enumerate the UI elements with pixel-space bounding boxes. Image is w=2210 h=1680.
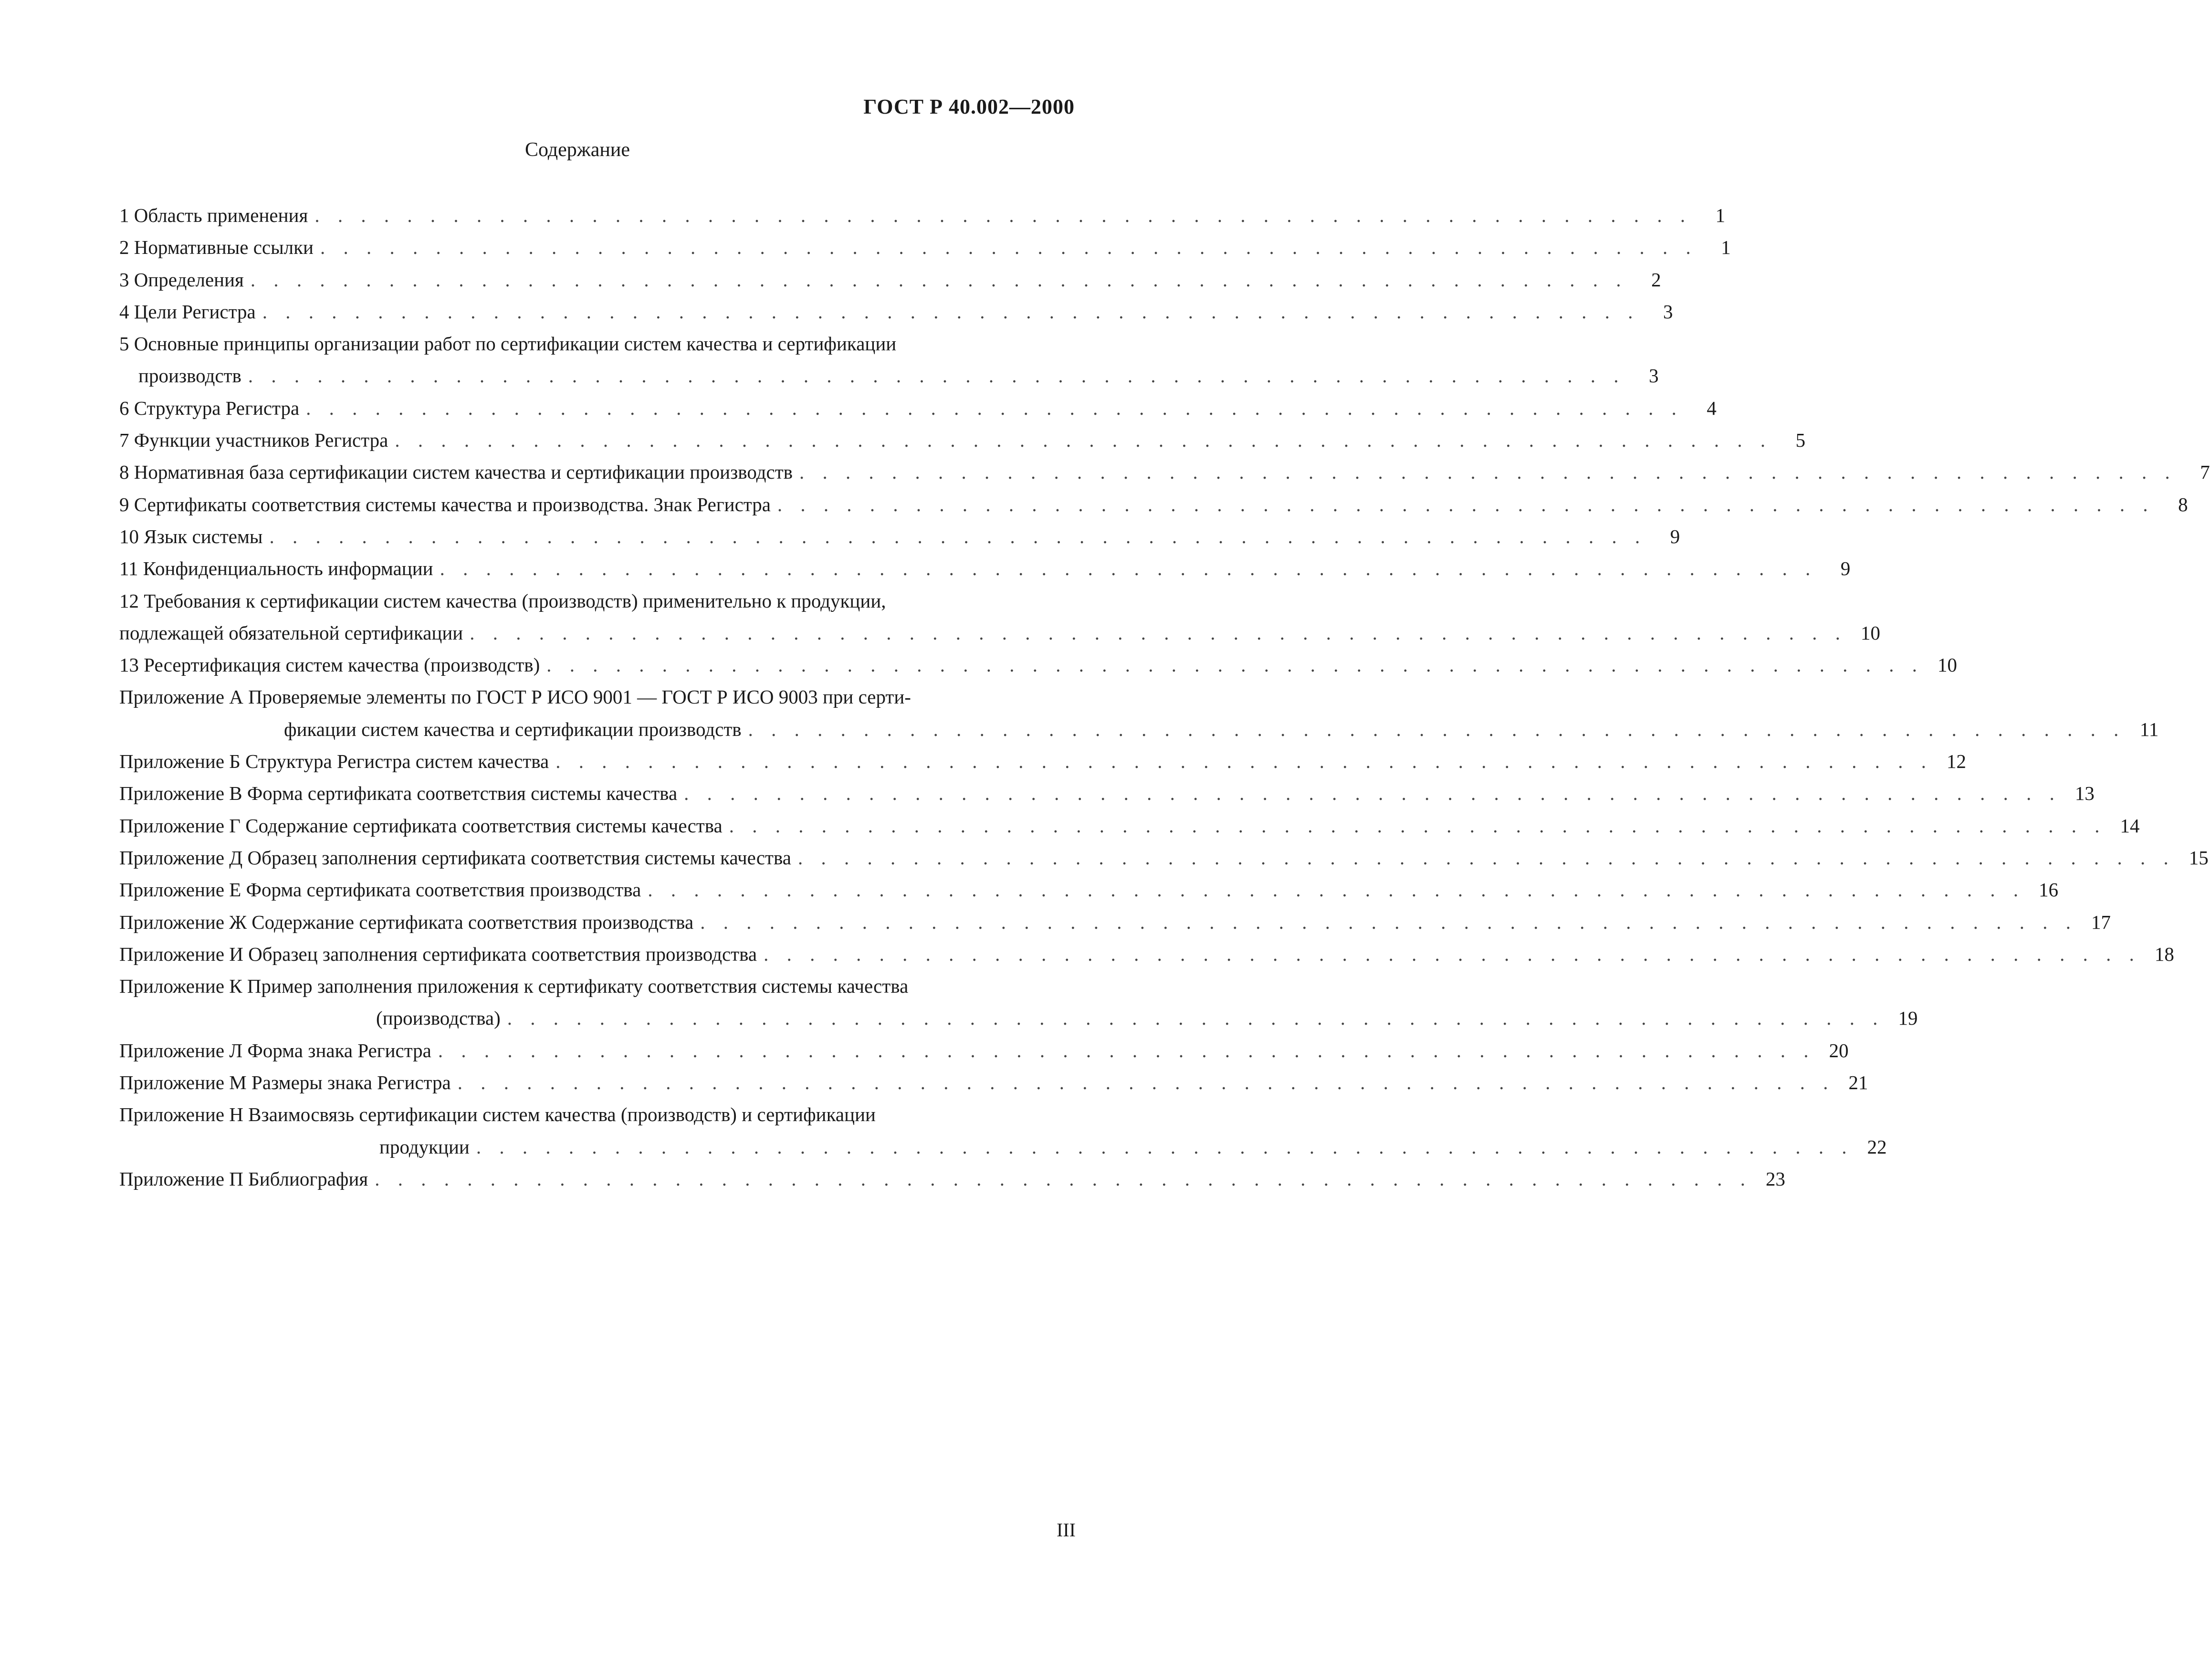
dot-leader: . . . . . . . . . . . . . . . . . . . . . . . . . . . . . . . . . . . . . . . . . . . . . . . . . . . . . . . . . . . .: [395, 429, 1772, 452]
toc-entry-title-continued: (производства): [376, 1007, 501, 1029]
toc-entry[interactable]: [119, 810, 2140, 842]
dot-leader: . . . . . . . . . . . . . . . . . . . . . . . . . . . . . . . . . . . . . . . . . . . . . . . . . . . . . . . . . . . .: [799, 461, 2177, 483]
toc-entry-page: 17: [2091, 911, 2111, 933]
toc-entry-page: 13: [2074, 782, 2095, 805]
toc-entry-title: Приложение П Библиография: [119, 1167, 368, 1190]
toc-entry-title: Приложение Д Образец заполнения сертификата соответствия системы качества: [119, 846, 791, 869]
toc-entry[interactable]: [119, 264, 1661, 296]
dot-leader: . . . . . . . . . . . . . . . . . . . . . . . . . . . . . . . . . . . . . . . . . . . . . . . . . . . . . . . . . . . .: [507, 1007, 1885, 1029]
dot-leader: . . . . . . . . . . . . . . . . . . . . . . . . . . . . . . . . . . . . . . . . . . . . . . . . . . . . . . . . . . . .: [248, 365, 1625, 387]
dot-leader: . . . . . . . . . . . . . . . . . . . . . . . . . . . . . . . . . . . . . . . . . . . . . . . . . . . . . . . . . . . .: [798, 846, 2175, 869]
dot-leader: . . . . . . . . . . . . . . . . . . . . . . . . . . . . . . . . . . . . . . . . . . . . . . . . . . . . . . . . . . . .: [470, 621, 1847, 644]
toc-entry[interactable]: [119, 200, 1726, 231]
toc-entry-title-continued: продукции: [379, 1135, 470, 1158]
toc-entry-title: 6 Структура Регистра: [119, 397, 300, 419]
dot-leader: . . . . . . . . . . . . . . . . . . . . . . . . . . . . . . . . . . . . . . . . . . . . . . . . . . . . . . . . . . . .: [262, 300, 1640, 323]
toc-entry[interactable]: [119, 1099, 1887, 1163]
toc-entry-title: Приложение Ж Содержание сертификата соответствия производства: [119, 911, 694, 933]
toc-entry-title: Приложение Б Структура Регистра систем качества: [119, 750, 549, 773]
toc-entry[interactable]: [119, 1067, 1868, 1099]
dot-leader: . . . . . . . . . . . . . . . . . . . . . . . . . . . . . . . . . . . . . . . . . . . . . . . . . . . . . . . . . . . .: [684, 782, 2061, 805]
toc-entry-title: Приложение А Проверяемые элементы по ГОСТ Р ИСО 9001 — ГОСТ Р ИСО 9003 при серти-: [119, 686, 911, 708]
toc-entry-page: 10: [1938, 654, 1958, 676]
toc-entry-title: 10 Язык системы: [119, 525, 263, 547]
dot-leader: . . . . . . . . . . . . . . . . . . . . . . . . . . . . . . . . . . . . . . . . . . . . . . . . . . . . . . . . . . . .: [457, 1071, 1835, 1094]
toc-entry-page: 16: [2039, 879, 2059, 901]
page-number: III: [1057, 1519, 1076, 1541]
dot-leader: . . . . . . . . . . . . . . . . . . . . . . . . . . . . . . . . . . . . . . . . . . . . . . . . . . . . . . . . . . . .: [306, 397, 1683, 419]
toc-entry-title: 8 Нормативная база сертификации систем качества и сертификации производств: [119, 461, 793, 483]
toc-entry-title-continued: фикации систем качества и сертификации производств: [284, 718, 742, 740]
toc-entry-page: 18: [2154, 943, 2174, 965]
toc-entry[interactable]: [119, 1035, 1849, 1067]
toc-entry-page: 22: [1867, 1135, 1887, 1158]
toc-entry[interactable]: [119, 424, 1806, 456]
toc-entry-page: 19: [1898, 1007, 1918, 1029]
toc-entry-page: 11: [2139, 718, 2159, 740]
toc-entry[interactable]: [119, 392, 1717, 424]
toc-entry-title: Приложение Е Форма сертификата соответствия производства: [119, 879, 641, 901]
toc-entry-title: Приложение Л Форма знака Регистра: [119, 1039, 431, 1061]
toc-entry[interactable]: [119, 938, 2174, 970]
toc-entry-page: 9: [1840, 557, 1851, 580]
toc-title: Содержание: [524, 139, 630, 161]
toc-entry-page: 5: [1795, 429, 1806, 452]
table-of-contents: [119, 200, 2210, 1195]
dot-leader: . . . . . . . . . . . . . . . . . . . . . . . . . . . . . . . . . . . . . . . . . . . . . . . . . . . . . . . . . . . .: [320, 236, 1697, 259]
dot-leader: . . . . . . . . . . . . . . . . . . . . . . . . . . . . . . . . . . . . . . . . . . . . . . . . . . . . . . . . . . . .: [476, 1135, 1854, 1158]
toc-entry-title-continued: подлежащей обязательной сертификации: [119, 621, 463, 644]
toc-entry-page: 20: [1829, 1039, 1849, 1061]
dot-leader: . . . . . . . . . . . . . . . . . . . . . . . . . . . . . . . . . . . . . . . . . . . . . . . . . . . . . . . . . . . .: [748, 718, 2126, 740]
toc-entry-page: 3: [1663, 300, 1673, 323]
toc-entry-title: 3 Определения: [119, 268, 244, 291]
toc-entry[interactable]: [119, 585, 1880, 650]
toc-entry-page: 21: [1848, 1071, 1868, 1094]
toc-entry[interactable]: [119, 1163, 1786, 1195]
toc-entry-title: Приложение К Пример заполнения приложения к сертификату соответствия системы качества: [119, 975, 909, 998]
toc-entry-page: 1: [1715, 204, 1726, 226]
toc-entry-page: 7: [2200, 461, 2210, 483]
toc-entry-title: 11 Конфиденциальность информации: [119, 557, 433, 580]
dot-leader: . . . . . . . . . . . . . . . . . . . . . . . . . . . . . . . . . . . . . . . . . . . . . . . . . . . . . . . . . . . .: [375, 1167, 1752, 1190]
toc-entry-page: 1: [1721, 236, 1731, 259]
toc-entry[interactable]: [119, 328, 1659, 392]
toc-entry[interactable]: [119, 489, 2188, 521]
toc-entry[interactable]: [119, 553, 1851, 585]
toc-entry[interactable]: [119, 970, 1918, 1035]
toc-entry-title: Приложение Г Содержание сертификата соответствия системы качества: [119, 814, 723, 837]
dot-leader: . . . . . . . . . . . . . . . . . . . . . . . . . . . . . . . . . . . . . . . . . . . . . . . . . . . . . . . . . . . .: [546, 654, 1924, 676]
toc-entry-title: 9 Сертификаты соответствия системы качества и производства. Знак Регистра: [119, 493, 771, 515]
toc-entry[interactable]: [119, 777, 2095, 809]
dot-leader: . . . . . . . . . . . . . . . . . . . . . . . . . . . . . . . . . . . . . . . . . . . . . . . . . . . . . . . . . . . .: [648, 879, 2025, 901]
toc-entry-title: Приложение И Образец заполнения сертификата соответствия производства: [119, 943, 757, 965]
dot-leader: . . . . . . . . . . . . . . . . . . . . . . . . . . . . . . . . . . . . . . . . . . . . . . . . . . . . . . . . . . . .: [250, 268, 1628, 291]
toc-entry-title-continued: производств: [138, 365, 241, 387]
toc-entry-title: 5 Основные принципы организации работ по сертификации систем качества и сертификации: [119, 333, 897, 355]
dot-leader: . . . . . . . . . . . . . . . . . . . . . . . . . . . . . . . . . . . . . . . . . . . . . . . . . . . . . . . . . . . .: [438, 1039, 1815, 1061]
toc-entry-page: 14: [2120, 814, 2140, 837]
dot-leader: . . . . . . . . . . . . . . . . . . . . . . . . . . . . . . . . . . . . . . . . . . . . . . . . . . . . . . . . . . . .: [729, 814, 2106, 837]
toc-entry-title: 4 Цели Регистра: [119, 300, 256, 323]
toc-entry-page: 8: [2178, 493, 2188, 515]
dot-leader: . . . . . . . . . . . . . . . . . . . . . . . . . . . . . . . . . . . . . . . . . . . . . . . . . . . . . . . . . . . .: [764, 943, 2141, 965]
toc-entry[interactable]: [119, 231, 1731, 263]
toc-entry[interactable]: [119, 681, 2159, 746]
toc-entry[interactable]: [119, 456, 2210, 488]
toc-entry-page: 9: [1670, 525, 1680, 547]
toc-entry-title: Приложение В Форма сертификата соответствия системы качества: [119, 782, 678, 805]
toc-entry-title: 12 Требования к сертификации систем качества (производств) применительно к продукции,: [119, 589, 886, 612]
toc-entry[interactable]: [119, 296, 1673, 328]
dot-leader: . . . . . . . . . . . . . . . . . . . . . . . . . . . . . . . . . . . . . . . . . . . . . . . . . . . . . . . . . . . .: [777, 493, 2155, 515]
toc-entry-page: 15: [2189, 846, 2209, 869]
dot-leader: . . . . . . . . . . . . . . . . . . . . . . . . . . . . . . . . . . . . . . . . . . . . . . . . . . . . . . . . . . . .: [314, 204, 1692, 226]
toc-entry[interactable]: [119, 906, 2111, 938]
dot-leader: . . . . . . . . . . . . . . . . . . . . . . . . . . . . . . . . . . . . . . . . . . . . . . . . . . . . . . . . . . . .: [269, 525, 1647, 547]
toc-entry-page: 2: [1651, 268, 1661, 291]
toc-entry[interactable]: [119, 746, 1966, 777]
toc-entry-page: 23: [1766, 1167, 1786, 1190]
toc-entry-page: 3: [1649, 365, 1659, 387]
dot-leader: . . . . . . . . . . . . . . . . . . . . . . . . . . . . . . . . . . . . . . . . . . . . . . . . . . . . . . . . . . . .: [700, 911, 2077, 933]
toc-entry[interactable]: [119, 842, 2209, 874]
toc-entry-title: 2 Нормативные ссылки: [119, 236, 314, 259]
toc-entry[interactable]: [119, 874, 2059, 906]
toc-entry[interactable]: [119, 521, 1680, 553]
toc-entry-page: 4: [1707, 397, 1717, 419]
toc-entry-title: Приложение Н Взаимосвязь сертификации систем качества (производств) и сертификации: [119, 1103, 876, 1126]
toc-entry-page: 12: [1947, 750, 1966, 773]
toc-entry-title: Приложение М Размеры знака Регистра: [119, 1071, 451, 1094]
document-code: ГОСТ Р 40.002—2000: [863, 95, 1075, 118]
dot-leader: . . . . . . . . . . . . . . . . . . . . . . . . . . . . . . . . . . . . . . . . . . . . . . . . . . . . . . . . . . . .: [555, 750, 1933, 773]
toc-entry-title: 13 Ресертификация систем качества (производств): [119, 654, 540, 676]
toc-entry-title: 1 Область применения: [119, 204, 308, 226]
toc-entry-page: 10: [1861, 621, 1880, 644]
toc-entry-title: 7 Функции участников Регистра: [119, 429, 388, 452]
dot-leader: . . . . . . . . . . . . . . . . . . . . . . . . . . . . . . . . . . . . . . . . . . . . . . . . . . . . . . . . . . . .: [440, 557, 1817, 580]
toc-entry[interactable]: [119, 649, 1958, 681]
